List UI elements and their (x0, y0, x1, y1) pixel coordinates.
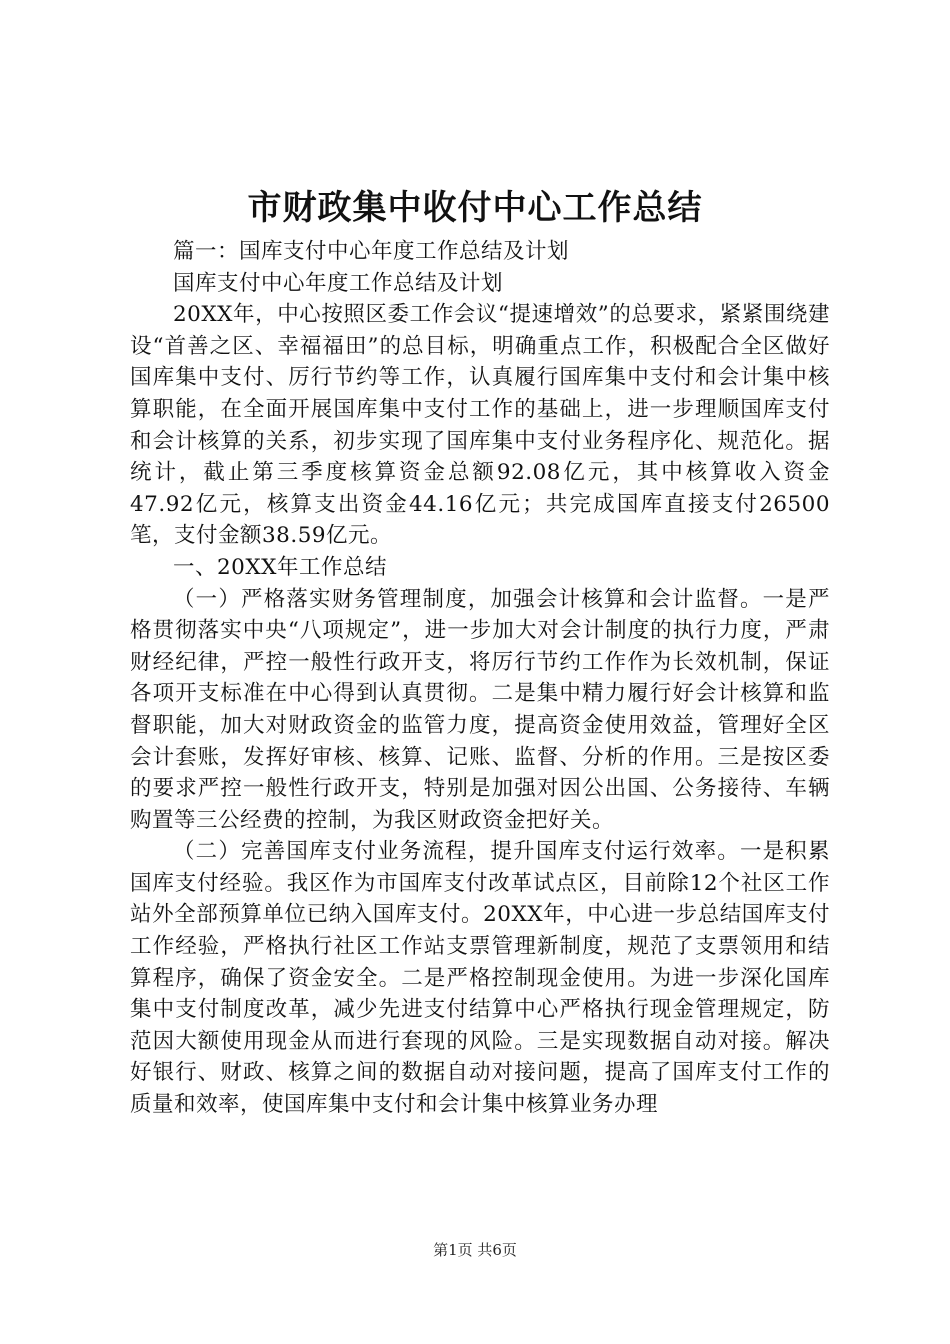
section-heading: 篇一：国库支付中心年度工作总结及计划 (173, 239, 570, 264)
subsection-heading: 国库支付中心年度工作总结及计划 (173, 270, 504, 296)
body-paragraph: （一）严格落实财务管理制度，加强会计核算和会计监督。一是严格贯彻落实中央“八项规定”，进一步加大对会计制度的执行力度，严肃财经纪律，严控一般性行政开支，将厉行节约工作作为长效机制，保证各项开支标准在中心得到认真贯彻。二是集中精力履行好会计核算和监督职能，加大对财政资金的监管力度，提高资金使用效益，管理好全区会计套账，发挥好审核、核算、记账、监督、分析的作用。三是按区委的要求严控一般性行政开支，特别是加强对因公出国、公务接待、车辆购置等三公经费的控制，为我区财政资金把好关。 (130, 586, 830, 833)
page-footer: 第1页 共6页 (433, 1241, 517, 1259)
section-heading: 一、20XX年工作总结 (173, 554, 387, 580)
body-paragraph: （二）完善国库支付业务流程，提升国库支付运行效率。一是积累国库支付经验。我区作为市国库支付改革试点区，目前除12个社区工作站外全部预算单位已纳入国库支付。20XX年，中心进一步总结国库支付工作经验，严格执行社区工作站支票管理新制度，规范了支票领用和结算程序，确保了资金安全。二是严格控制现金使用。为进一步深化国库集中支付制度改革，减少先进支付结算中心严格执行现金管理规定，防范因大额使用现金从而进行套现的风险。三是实现数据自动对接。解决好银行、财政、核算之间的数据自动对接问题，提高了国库支付工作的质量和效率，使国库集中支付和会计集中核算业务办理 (130, 839, 830, 1118)
document-title: 市财政集中收付中心工作总结 (247, 188, 703, 228)
body-paragraph: 20XX年，中心按照区委工作会议“提速增效”的总要求，紧紧围绕建设“首善之区、幸福福田”的总目标，明确重点工作，积极配合全区做好国库集中支付、厉行节约等工作，认真履行国库集中支付和会计集中核算职能，在全面开展国库集中支付工作的基础上，进一步理顺国库支付和会计核算的关系，初步实现了国库集中支付业务程序化、规范化。据统计，截止第三季度核算资金总额92.08亿元，其中核算收入资金47.92亿元，核算支出资金44.16亿元；共完成国库直接支付26500笔，支付金额38.59亿元。 (130, 302, 830, 549)
document-body (130, 236, 830, 1121)
